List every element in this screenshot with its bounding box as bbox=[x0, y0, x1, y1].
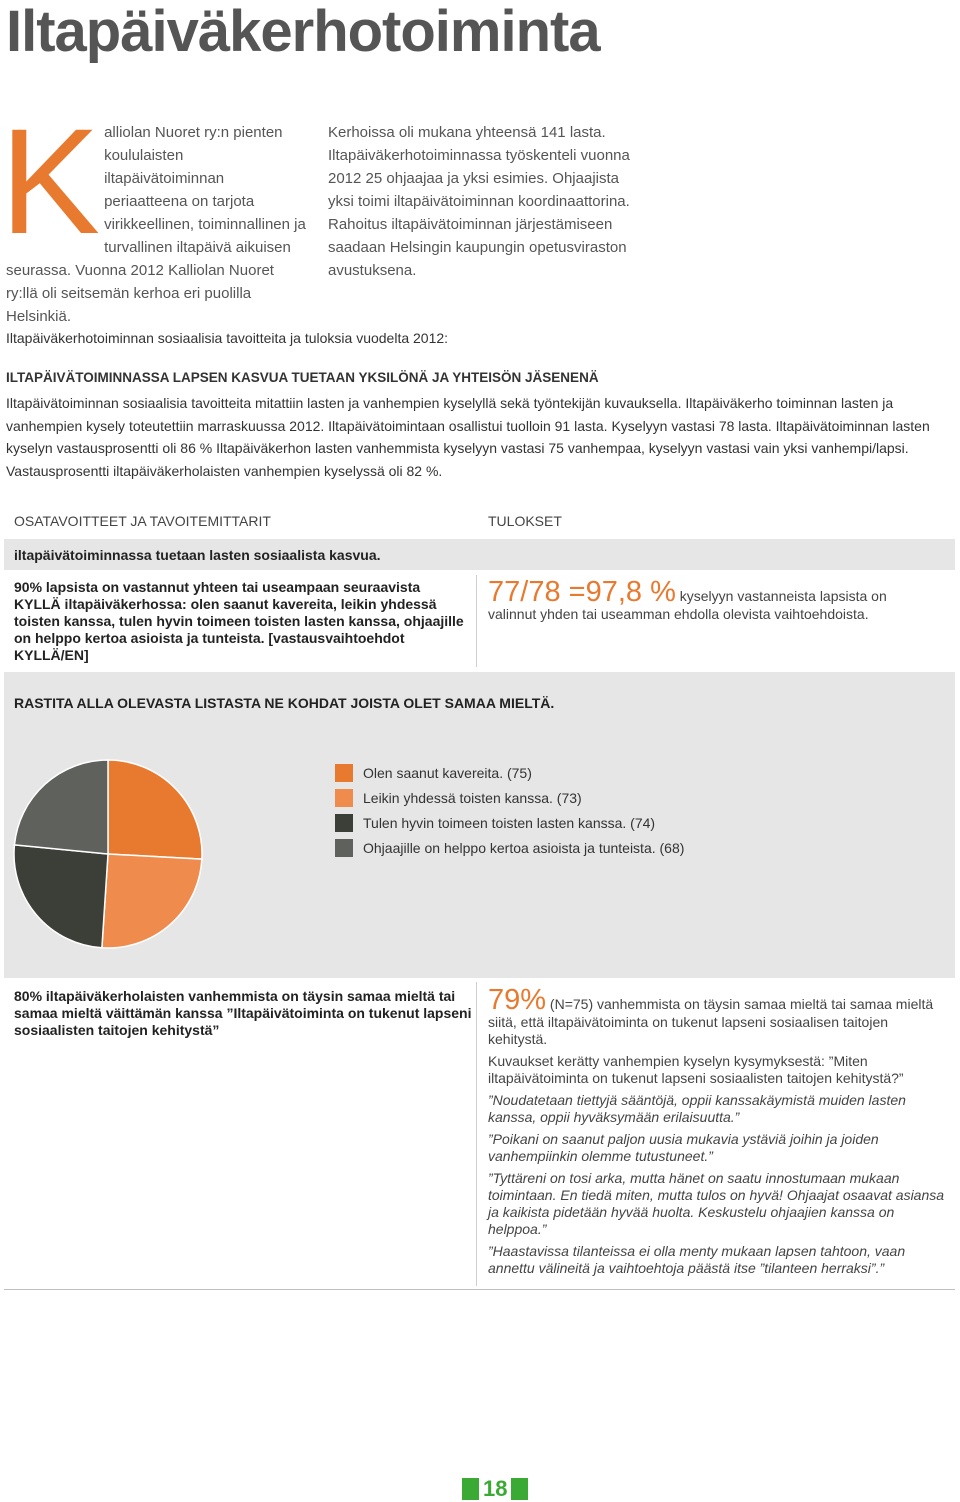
chart-legend bbox=[335, 760, 684, 860]
legend-label: Ohjaajille on helppo kertoa asioista ja tunteista. (68) bbox=[363, 839, 685, 856]
goal-band bbox=[4, 539, 955, 570]
legend-label: Leikin yhdessä toisten kanssa. (73) bbox=[363, 789, 582, 806]
pie-slice-4 bbox=[14, 760, 108, 854]
intro-left-column bbox=[0, 97, 306, 325]
legend-swatch bbox=[335, 814, 353, 832]
legend-swatch bbox=[335, 764, 353, 782]
result-1-text: kyselyyn vastanneista lapsista on valinnut yhden tai useamman ehdolla olevista vaihtoehdoista. bbox=[488, 588, 887, 622]
pie-slice-1 bbox=[108, 760, 202, 859]
column-header-results: TULOKSET bbox=[488, 513, 562, 529]
indicator-1: 90% lapsista on vastannut yhteen tai useampaan seuraavista KYLLÄ iltapäiväkerhossa: olen saanut kavereita, leikin yhdessä toisten kanssa, tulen hyvin toimeen toisten lasten kanssa, ohjaajille on helppo kertoa asioista ja tunteista. [vastausvaihtoehdot KYLLÄ/EN] bbox=[14, 579, 464, 663]
pie-slice-3 bbox=[14, 845, 108, 948]
quote-1: ”Noudatetaan tiettyjä sääntöjä, oppii kanssakäymistä muiden lasten kanssa, oppii hyväksymään erilaisuutta.” bbox=[488, 1092, 906, 1125]
pie-chart bbox=[8, 754, 208, 954]
section-heading: ILTAPÄIVÄTOIMINNASSA LAPSEN KASVUA TUETAAN YKSILÖNÄ JA YHTEISÖN JÄSENENÄ bbox=[6, 370, 599, 385]
table-bottom-rule bbox=[4, 1289, 955, 1290]
quote-4: ”Haastavissa tilanteissa ei olla menty mukaan lapsen tahtoon, vaan annettu välineitä ja vaihtoehtoja päästä itse ”tilanteen herraksi”.” bbox=[488, 1243, 906, 1276]
column-divider bbox=[476, 575, 477, 667]
column-divider-2 bbox=[476, 982, 477, 1286]
page-number bbox=[462, 1478, 528, 1500]
page-number-right-block bbox=[511, 1478, 528, 1500]
page-number-left-block bbox=[462, 1478, 479, 1500]
survey-title: RASTITA ALLA OLEVASTA LISTASTA NE KOHDAT JOISTA OLET SAMAA MIELTÄ. bbox=[14, 695, 555, 711]
page-title: Iltapäiväkerhotoiminta bbox=[6, 0, 600, 64]
result-2-number: 79% bbox=[488, 984, 547, 1016]
page-number-text: 18 bbox=[483, 1476, 508, 1501]
column-header-goals: OSATAVOITTEET JA TAVOITEMITTARIT bbox=[14, 513, 271, 529]
legend-item-2 bbox=[335, 785, 684, 810]
result-2 bbox=[488, 986, 948, 1282]
legend-item-4 bbox=[335, 835, 684, 860]
legend-label: Olen saanut kavereita. (75) bbox=[363, 764, 532, 781]
pie-slice-2 bbox=[102, 854, 202, 948]
indicator-2: 80% iltapäiväkerholaisten vanhemmista on täysin samaa mieltä tai samaa mieltä väittämän kanssa ”Iltapäivätoiminta on tukenut lapseni sosiaalisten taitojen kehitystä” bbox=[14, 988, 472, 1038]
legend-item-3 bbox=[335, 810, 684, 835]
result-2-text: (N=75) vanhemmista on täysin samaa mieltä tai samaa mieltä siitä, että iltapäivätoiminta on tukenut lapseni sosiaalisen taitojen kehitystä. bbox=[488, 996, 934, 1047]
result-1 bbox=[488, 578, 938, 623]
goals-intro: Iltapäiväkerhotoiminnan sosiaalisia tavoitteita ja tuloksia vuodelta 2012: bbox=[6, 330, 449, 346]
dropcap-letter: K bbox=[0, 97, 101, 265]
quote-2: ”Poikani on saanut paljon uusia mukavia ystäviä joihin ja joiden vanhempiinkin olemme tutustuneet.” bbox=[488, 1131, 879, 1164]
legend-label: Tulen hyvin toimeen toisten lasten kanssa. (74) bbox=[363, 814, 656, 831]
survey-box bbox=[4, 672, 955, 978]
intro-right-column: Kerhoissa oli mukana yhteensä 141 lasta. Iltapäiväkerhotoiminnassa työskenteli vuonna 2012 25 ohjaajaa ja yksi esimies. Ohjaajista yksi toimi iltapäivätoiminnan koordinaattorina. Rahoitus iltapäivätoiminnan järjestämiseen saadaan Helsingin kaupungin opetusviraston avustuksena. bbox=[328, 124, 630, 279]
legend-item-1 bbox=[335, 760, 684, 785]
body-paragraph: Iltapäivätoiminnan sosiaalisia tavoitteita mitattiin lasten ja vanhempien kyselyllä sekä työntekijän kuvauksella. Iltapäiväkerho toiminnan lasten ja vanhempien kysely toteutettiin marraskuussa 2012. Iltapäivätoimintaan osallistui tuolloin 91 lasta. Kyselyyn vastasi 78 lasta. Iltapäivätoiminnan lasten kyselyn vastausprosentti oli 86 % Iltapäiväkerhon lasten vanhemmista kyselyyn vastasi 75 vanhempaa, kyselyyn vastasi vain yksi vanhempi/lapsi. Vastausprosentti iltapäiväkerholaisten vanhempien kyselyssä oli 82 %. bbox=[6, 395, 930, 480]
quote-3: ”Tyttäreni on tosi arka, mutta hänet on saatu innostumaan mukaan toimintaan. En tiedä miten, mutta tulos on hyvä! Ohjaajat osaavat asiansa ja kaikista pidetään hyvää huolta. Keskustelu ohjaajien kanssa on helppoa.” bbox=[488, 1170, 945, 1237]
result-1-number: 77/78 =97,8 % bbox=[488, 576, 676, 608]
legend-swatch bbox=[335, 839, 353, 857]
intro-left-text: alliolan Nuoret ry:n pienten koululaisten iltapäivätoiminnan periaatteena on tarjota virikkeellinen, toiminnallinen ja turvallinen iltapäivä aikuisen seurassa. Vuonna 2012 Kalliolan Nuoret ry:llä oli seitsemän kerhoa eri puolilla Helsinkiä. bbox=[6, 124, 306, 325]
goal-text: iltapäivätoiminnassa tuetaan lasten sosiaalista kasvua. bbox=[14, 547, 381, 563]
legend-swatch bbox=[335, 789, 353, 807]
result-2-question: Kuvaukset kerätty vanhempien kyselyn kysymyksestä: ”Miten iltapäivätoiminta on tukenut lapseni sosiaalisten taitojen kehitystä?” bbox=[488, 1053, 904, 1086]
